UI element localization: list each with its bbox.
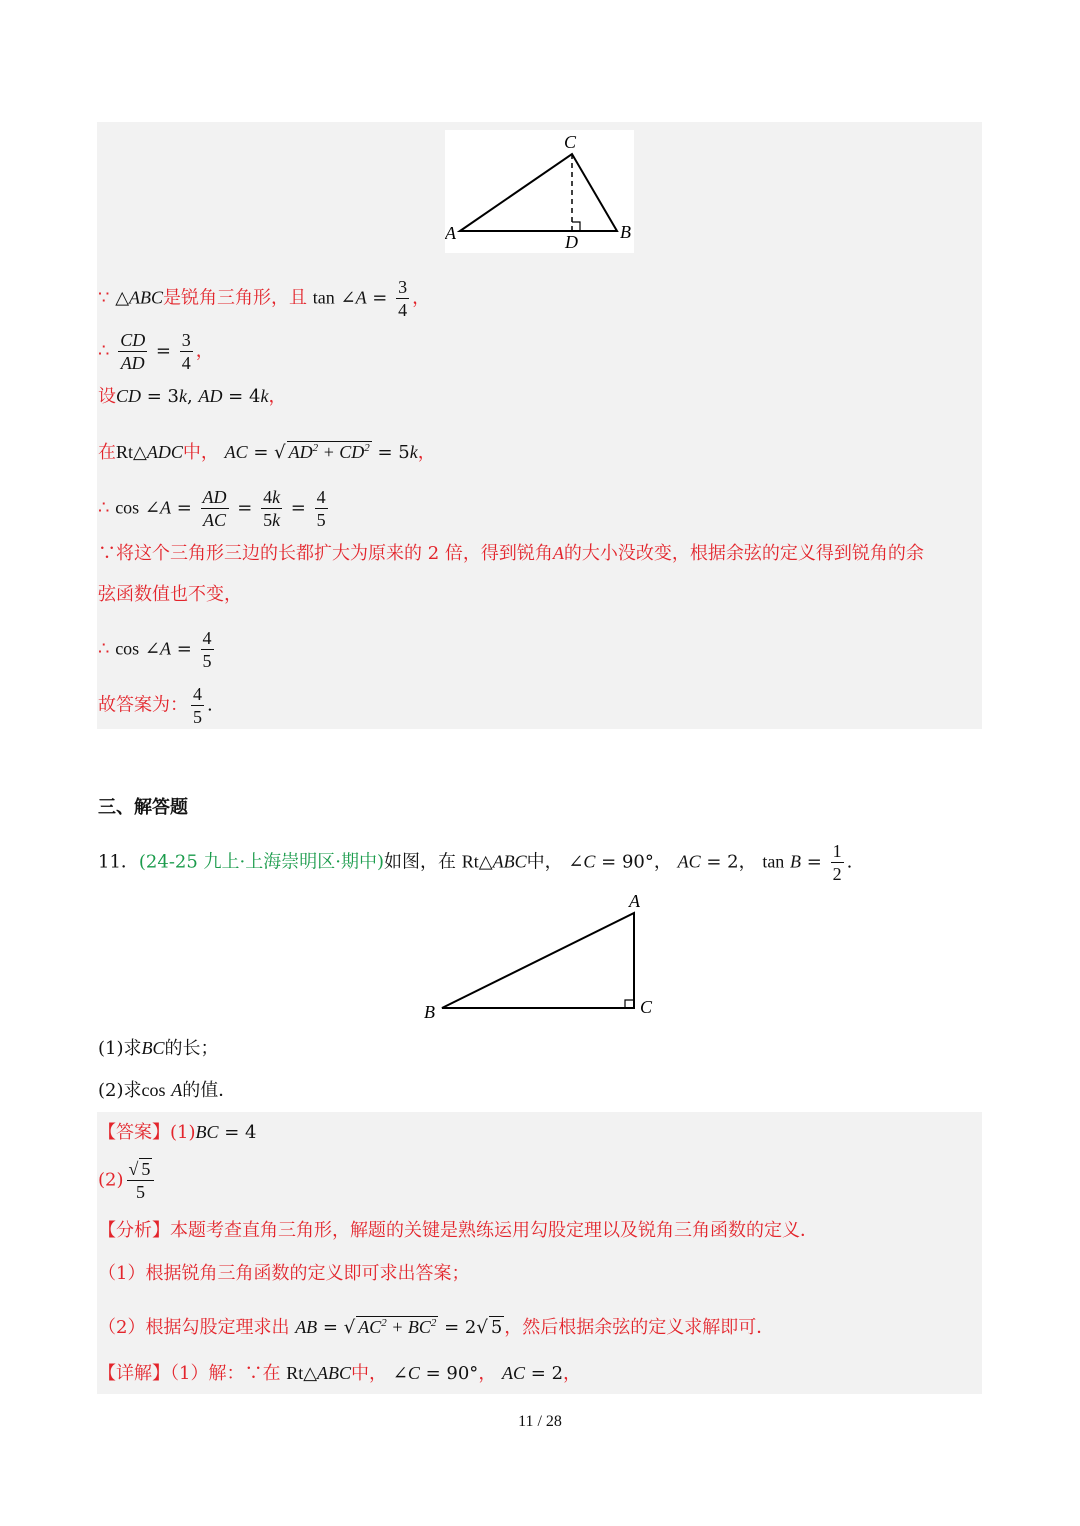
label-b: B [620,222,631,242]
line-cos-calc: ∴ cos ∠A = $\frac{AD}{AC}$ = $\frac{4k}{5k}$ = $\frac{4}{5}$ [98,487,326,530]
question-11: 11．(24-25 九上·上海崇明区·期中)如图，在 Rt△ABC中， ∠C = 90°， AC = 2， tan B = $\frac{1}{2}$ . [98,841,853,884]
label-c2: C [640,997,653,1017]
label-a: A [445,223,456,243]
label-a2: A [629,891,640,911]
answer-line: 【答案】(1)BC = 4 [98,1122,257,1143]
line-answer-is: 故答案为： $\frac{4}{5}$ . [98,684,213,727]
label-b2: B [424,1002,435,1022]
line-because-tan: ∵ △ABC是锐角三角形，且 tan ∠A = $\frac{3}{4}$ ， [98,277,431,320]
section-title: 三、解答题 [98,797,188,818]
analysis-step-1: （1）根据锐角三角函数的定义即可求出答案； [98,1263,470,1284]
line-therefore-ratio: ∴ $\frac{CD}{AD}$ = $\frac{3}{4}$ ， [98,330,214,373]
answer-box [97,1112,982,1394]
line-because-scale-cont: 弦函数值也不变， [98,584,242,605]
analysis-step-2: （2）根据勾股定理求出 AB = √ $AC^2 + BC^2 = 2√$ 5 ，然后根据余弦的定义求解即可． [98,1317,775,1338]
part-2: (2)求cos A的值． [98,1080,237,1101]
line-because-scale: ∵将这个三角形三边的长都扩大为原来的 2 倍，得到锐角A的大小没改变，根据余弦的定义得到锐角的余 [98,543,924,564]
label-c: C [564,132,577,152]
figure-triangle-altitude [445,130,634,253]
analysis-line: 【分析】本题考查直角三角形，解题的关键是熟练运用勾股定理以及锐角三角函数的定义． [98,1220,818,1241]
line-cos-result: ∴ cos ∠A = $\frac{4}{5}$ [98,628,212,671]
figure-right-triangle [418,888,658,1024]
label-d: D [565,232,578,252]
answer-2: (2) $\frac{√ 5}{5}$ [98,1158,157,1203]
line-set-k: 设CD = 3k, AD = 4k， [98,386,287,407]
detail-line: 【详解】（1）解：∵在 Rt△ABC中， ∠C = 90°， AC = 2， [98,1363,582,1384]
line-pythagoras: 在Rt△ADC中， AC = √ $AD^2 + CD^2 = 5k$， [98,442,436,463]
part-1: (1)求BC的长； [98,1038,219,1059]
page-number: 11 / 28 [518,1413,562,1430]
